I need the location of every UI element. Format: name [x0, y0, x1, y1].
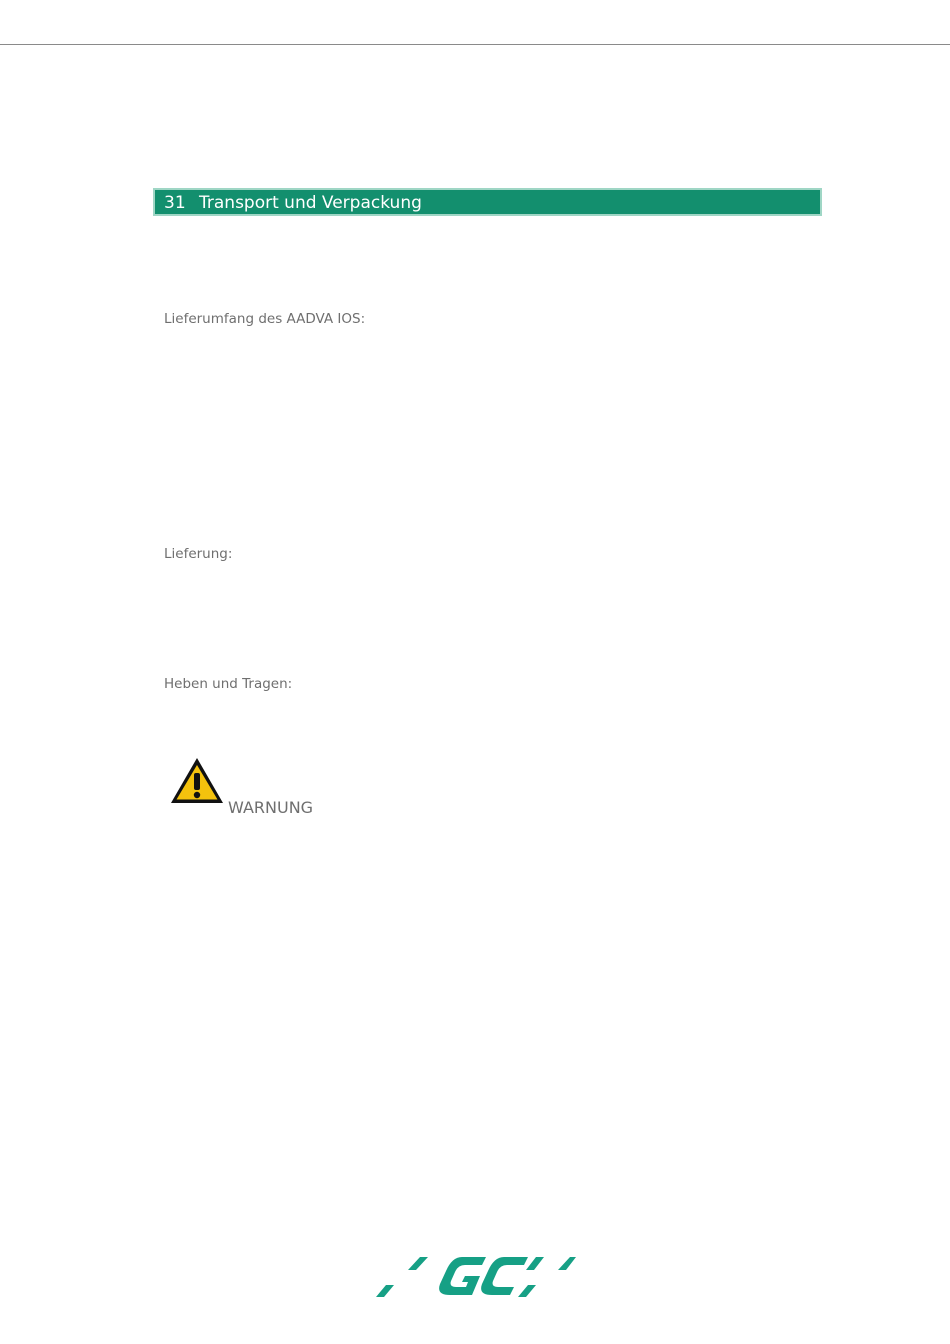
section-title: Transport und Verpackung — [199, 193, 422, 213]
top-rule — [0, 44, 950, 45]
gc-logo — [376, 1255, 576, 1299]
section-number: 31 — [164, 193, 186, 213]
warning-triangle-icon — [169, 756, 225, 806]
warning-block — [169, 756, 369, 820]
scope-of-delivery-label: Lieferumfang des AADVA IOS: — [164, 311, 366, 327]
section-header — [153, 188, 822, 216]
lifting-and-carrying-label: Heben und Tragen: — [164, 676, 293, 692]
delivery-label: Lieferung: — [164, 546, 233, 562]
warning-label: WARNUNG — [228, 798, 314, 817]
